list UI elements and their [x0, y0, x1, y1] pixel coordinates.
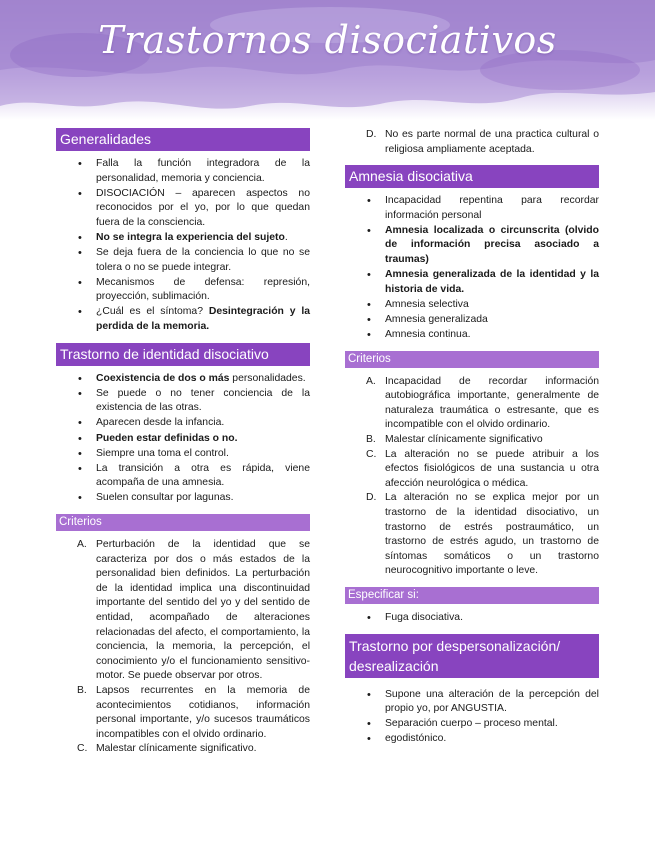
list-item — [345, 688, 599, 717]
list-item — [56, 372, 310, 387]
criterion-item — [56, 538, 310, 684]
item-text: Amnesia generalizada — [385, 313, 488, 325]
criterion-item — [56, 742, 310, 757]
section-heading-amnesia: Amnesia disociativa — [345, 165, 599, 188]
item-text: Amnesia selectiva — [385, 298, 469, 310]
item-bold-text: Desintegración y la perdida de la memoria. — [96, 306, 310, 333]
item-text: Falla la función integradora de la personalidad, memoria y conciencia. — [96, 158, 310, 184]
item-text: Incapacidad repentina para recordar información personal — [385, 195, 599, 221]
criterion-marker: C. — [77, 743, 88, 755]
heading-line-1: Trastorno por despersonalización/ — [349, 637, 561, 654]
list-item — [56, 432, 310, 447]
page-title: Trastornos disociativos — [98, 18, 557, 62]
section-heading-generalidades: Generalidades — [56, 128, 310, 151]
item-text: DISOCIACIÓN – aparecen aspectos no reconocidos por el yo, por lo que quedan fuera de la consciencia. — [96, 187, 310, 228]
heading-line-2: desrealización — [349, 657, 439, 674]
especificar-heading: Especificar si: — [345, 587, 599, 604]
item-text: egodistónico. — [385, 733, 447, 745]
list-item — [345, 298, 599, 313]
item-bold-text: Amnesia localizada o circunscrita (olvido de información precisa asociado a traumas) — [385, 224, 599, 266]
item-text: Aparecen desde la infancia. — [96, 417, 225, 429]
generalidades-list — [56, 157, 310, 335]
item-text: Separación cuerpo – proceso mental. — [385, 718, 558, 730]
criterion-text: Malestar clínicamente significativo. — [96, 743, 257, 755]
criterios-heading-identidad: Criterios — [56, 514, 310, 531]
list-item — [56, 276, 310, 305]
item-text: Siempre una toma el control. — [96, 447, 229, 459]
list-item — [56, 387, 310, 416]
criterion-item — [345, 491, 599, 579]
amnesia-criterios-list — [345, 375, 599, 579]
item-text: Mecanismos de defensa: represión, proyección, sublimación. — [96, 276, 310, 303]
criterion-text: Lapsos recurrentes en la memoria de acontecimientos cotidianos, información personal importante, y/o sucesos traumáticos incompatibles con el olvido ordinario. — [96, 684, 310, 740]
item-text: Se puede o no tener conciencia de la existencia de las otras. — [96, 387, 310, 414]
amnesia-list — [345, 194, 599, 342]
item-text: Se deja fuera de la conciencia lo que no se tolera o no se puede integrar. — [96, 247, 310, 273]
list-item — [56, 462, 310, 491]
item-text: ¿Cuál es el síntoma? — [96, 306, 209, 318]
criterion-marker: B. — [366, 434, 376, 445]
list-item — [345, 268, 599, 297]
despersonalizacion-list — [345, 688, 599, 747]
list-item — [56, 231, 310, 246]
criterion-marker: A. — [366, 375, 376, 387]
item-bold-text: No se integra la experiencia del sujeto — [96, 231, 285, 243]
item-text: personalidades. — [229, 372, 306, 384]
item-bold-text: Pueden estar definidas o no. — [96, 432, 238, 444]
left-column — [56, 128, 310, 761]
list-item — [56, 246, 310, 275]
criterion-item — [345, 448, 599, 492]
list-item — [345, 313, 599, 328]
criterion-item — [56, 684, 310, 742]
list-item — [345, 194, 599, 223]
criterion-item — [345, 375, 599, 433]
list-item — [56, 157, 310, 186]
item-text: Supone una alteración de la percepción del propio yo, por ANGUSTIA. — [385, 688, 599, 715]
item-text: Fuga disociativa. — [385, 611, 463, 623]
section-heading-identidad: Trastorno de identidad disociativo — [56, 343, 310, 366]
criterion-marker: A. — [77, 538, 87, 550]
list-item — [56, 416, 310, 431]
section-heading-despersonalizacion — [345, 634, 599, 678]
list-item — [56, 447, 310, 462]
continued-criterion — [345, 128, 599, 157]
list-item — [345, 717, 599, 732]
list-item — [56, 491, 310, 506]
criterion-text: No es parte normal de una practica cultural o religiosa ampliamente aceptada. — [385, 129, 599, 155]
criterion-text: La alteración no se puede atribuir a los efectos fisiológicos de una sustancia u otra afección neurológica o médica. — [385, 448, 599, 489]
criterion-marker: B. — [77, 684, 87, 696]
list-item — [345, 328, 599, 343]
criterion-marker: D. — [366, 492, 377, 504]
list-item — [345, 611, 599, 626]
identidad-criterios-list — [56, 538, 310, 757]
criterion-item — [345, 433, 599, 448]
criterion-text: Malestar clínicamente significativo — [385, 434, 543, 445]
item-text: . — [284, 231, 288, 243]
item-bold-text: Coexistencia de dos o más — [96, 372, 230, 384]
criterios-heading-amnesia: Criterios — [345, 351, 599, 368]
right-column — [345, 128, 599, 751]
list-item — [345, 732, 599, 747]
identidad-list — [56, 372, 310, 506]
item-bold-text: Amnesia generalizada de la identidad y la historia de vida. — [385, 269, 599, 295]
criterion-text: Incapacidad de recordar información autobiográfica importante, generalmente de naturaleza traumática o estresante, que es incompatible con el olvido ordinario. — [385, 375, 599, 431]
watercolor-banner — [0, 0, 655, 120]
list-item — [345, 224, 599, 268]
criterion-item — [345, 128, 599, 157]
especificar-list — [345, 611, 599, 626]
criterion-marker: D. — [366, 129, 377, 140]
criterion-text: La alteración no se explica mejor por un trastorno de la identidad disociativo, un trastorno de estrés postraumático, un trastorno de estrés agudo, un trastorno de síntomas somáticos o un trastorno neurocognitivo importante o leve. — [385, 492, 599, 577]
list-item — [56, 187, 310, 231]
item-text: Amnesia continua. — [385, 329, 471, 341]
criterion-text: Perturbación de la identidad que se caracteriza por dos o más estados de la personalidad bien definidos. La perturbación de la identidad implica una discontinuidad importante del sentido del yo y del sentido de entidad, acompañado de alteraciones relacionadas del afecto, el comportamiento, la conciencia, la memoria, la percepción, el conocimiento y/o el funcionamiento sensitivo-motor. Se puede observar por otros. — [96, 538, 310, 682]
criterion-marker: C. — [366, 448, 377, 460]
list-item — [56, 305, 310, 334]
item-text: La transición a otra es rápida, viene acompaña de una amnesia. — [96, 462, 310, 489]
item-text: Suelen consultar por lagunas. — [96, 492, 234, 504]
